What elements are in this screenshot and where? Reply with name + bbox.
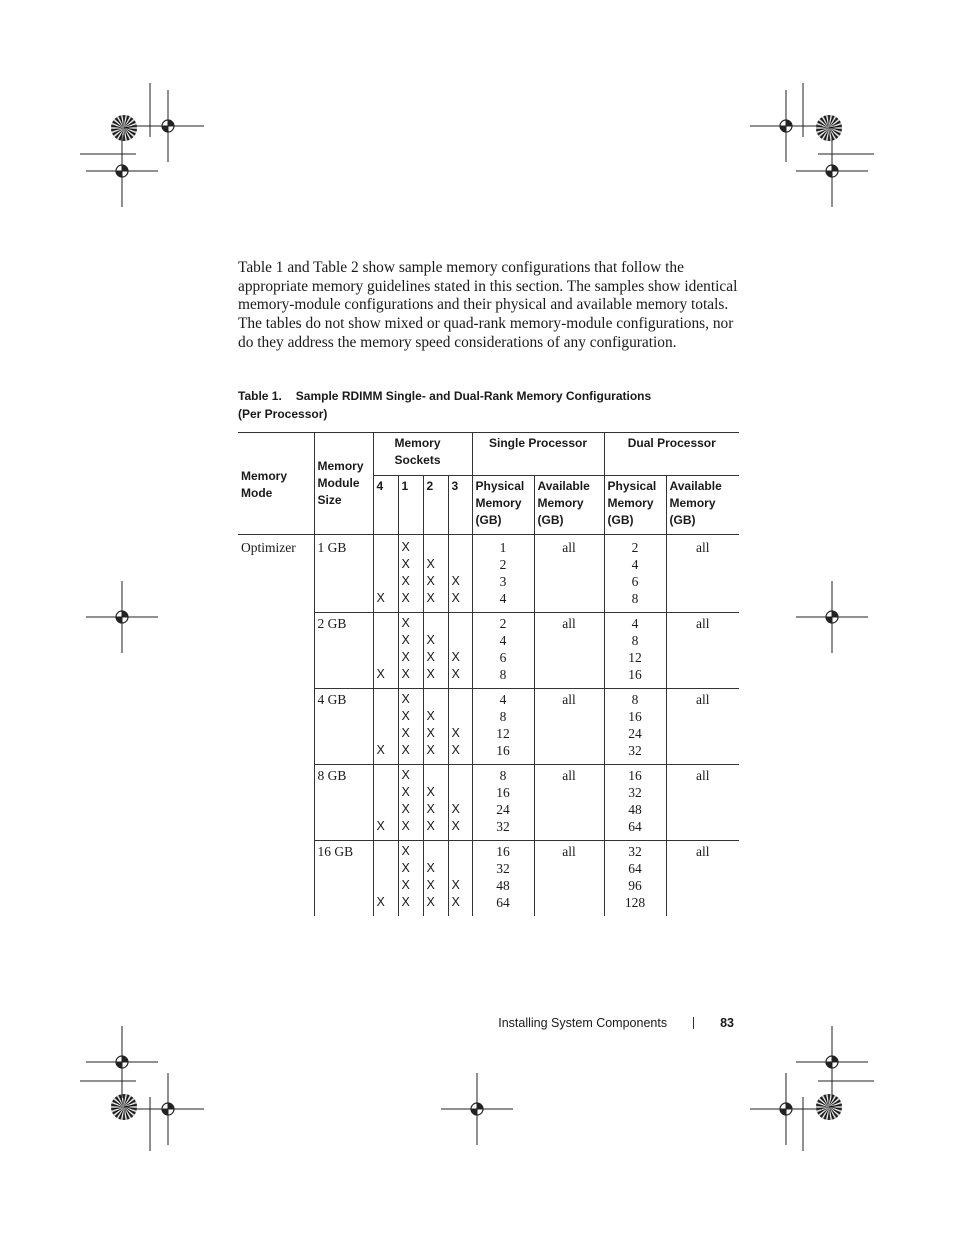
cell-single-available: all (534, 689, 604, 765)
cell-memory-mode: Optimizer (241, 540, 296, 555)
cell-line: X (451, 574, 460, 588)
cell-line (377, 649, 395, 666)
cell-line: 4 (631, 557, 639, 572)
table-row (238, 765, 739, 841)
cell-line: 48 (496, 878, 510, 893)
cell-module-size: 4 GB (314, 689, 373, 765)
crosshair-mark (796, 135, 868, 207)
cell-line: X (426, 819, 435, 833)
cell-line: 32 (628, 743, 642, 758)
cell-line: 8 (631, 633, 639, 648)
crosshair-mark (86, 581, 158, 653)
cell-line: X (401, 726, 410, 740)
cell-line: 128 (624, 895, 646, 910)
table-body (238, 535, 739, 917)
cell-line: 64 (496, 895, 510, 910)
crosshair-mark (132, 90, 204, 162)
cell-memory-mode (238, 841, 314, 917)
cell-line: 1 (499, 540, 507, 555)
cell-line (452, 615, 469, 632)
cell-line: 2 (631, 540, 639, 555)
memory-config-table (238, 432, 739, 916)
page-number: 83 (720, 1016, 734, 1030)
cell-line: X (426, 667, 435, 681)
cell-line: X (401, 650, 410, 664)
cell-single-physical (472, 841, 534, 917)
crosshair-mark (86, 1026, 158, 1098)
cell-dual-available: all (666, 689, 739, 765)
cell-line: X (401, 768, 410, 782)
header-dual-physical: Physical Memory (GB) (604, 476, 666, 535)
header-socket-1: 1 (398, 476, 423, 535)
cell-socket-4 (373, 689, 398, 765)
intro-paragraph: Table 1 and Table 2 show sample memory configurations that follow the appropriate memory guidelines stated in this section. The samples show identical memory-module configurations and their physical and available memory totals. The tables do not show mixed or quad-rank memory-module configurations, nor do they address the memory speed considerations of any configuration. (238, 259, 738, 351)
crosshair-mark (132, 1073, 204, 1145)
cell-line: 8 (631, 692, 639, 707)
crosshair-mark (796, 581, 868, 653)
cell-line: X (426, 785, 435, 799)
cell-line: 4 (499, 591, 507, 606)
star-target-mark (816, 115, 842, 141)
cell-line (377, 632, 395, 649)
crosshair-mark (750, 1073, 822, 1145)
cell-line: X (426, 895, 435, 909)
cell-line: X (451, 895, 460, 909)
star-target-mark (816, 1094, 842, 1120)
cell-line (377, 615, 395, 632)
footer-section-title: Installing System Components (498, 1016, 668, 1030)
cell-dual-physical (604, 613, 666, 689)
cell-line: X (451, 726, 460, 740)
cell-line: X (401, 557, 410, 571)
cell-dual-available: all (666, 765, 739, 841)
cell-single-available: all (534, 841, 604, 917)
star-target-mark (111, 1094, 137, 1120)
cell-line: X (426, 861, 435, 875)
cell-line (377, 691, 395, 708)
header-single-physical: Physical Memory (GB) (472, 476, 534, 535)
cell-line: X (401, 861, 410, 875)
cell-dual-available: all (666, 535, 739, 613)
cell-line: 3 (499, 574, 507, 589)
cell-line (452, 556, 469, 573)
cell-line: X (401, 633, 410, 647)
cell-memory-mode (238, 765, 314, 841)
cell-line (427, 767, 445, 784)
cell-line (452, 539, 469, 556)
table-row (238, 535, 739, 613)
caption-title: Sample RDIMM Single- and Dual-Rank Memory Configurations (295, 389, 652, 403)
cell-line: X (426, 802, 435, 816)
cell-socket-2 (423, 841, 448, 917)
cell-line (377, 573, 395, 590)
cell-line (452, 767, 469, 784)
cell-dual-available: all (666, 841, 739, 917)
cell-line: X (426, 726, 435, 740)
cell-line: X (401, 895, 410, 909)
cell-line: 16 (628, 709, 642, 724)
page-footer (498, 1016, 734, 1030)
cell-line (377, 801, 395, 818)
cell-module-size: 16 GB (314, 841, 373, 917)
header-socket-2: 2 (423, 476, 448, 535)
cell-line: X (401, 802, 410, 816)
cell-line: 8 (499, 768, 507, 783)
cell-line (452, 632, 469, 649)
cell-line: X (451, 667, 460, 681)
caption-number: Table 1. (238, 389, 282, 403)
caption-subtitle: (Per Processor) (238, 407, 328, 421)
crosshair-mark (441, 1073, 513, 1145)
crosshair-mark (750, 90, 822, 162)
table-row (238, 613, 739, 689)
cell-line: 16 (496, 743, 510, 758)
header-socket-3: 3 (448, 476, 472, 535)
cell-line: X (401, 616, 410, 630)
cell-line (377, 784, 395, 801)
header-module-size: Memory Module Size (314, 433, 373, 535)
cell-line (452, 860, 469, 877)
cell-line (427, 615, 445, 632)
cell-line: 2 (499, 557, 507, 572)
cell-single-available: all (534, 613, 604, 689)
cell-line: X (401, 878, 410, 892)
cell-line: X (426, 574, 435, 588)
cell-line: X (401, 743, 410, 757)
cell-line: X (376, 591, 385, 605)
cell-line: 12 (628, 650, 642, 665)
cell-line: X (451, 743, 460, 757)
cell-line (377, 860, 395, 877)
cell-line: X (426, 591, 435, 605)
cell-line (452, 708, 469, 725)
cell-line: 4 (499, 633, 507, 648)
cell-line (377, 843, 395, 860)
header-socket-4: 4 (373, 476, 398, 535)
cell-line: 6 (499, 650, 507, 665)
cell-socket-4 (373, 765, 398, 841)
cell-line (452, 843, 469, 860)
cell-line: 24 (496, 802, 510, 817)
cell-socket-2 (423, 765, 448, 841)
cell-socket-3 (448, 841, 472, 917)
cell-dual-available: all (666, 613, 739, 689)
cell-line: X (426, 633, 435, 647)
cell-socket-4 (373, 613, 398, 689)
cell-line: X (451, 819, 460, 833)
cell-line: X (426, 709, 435, 723)
cell-line: X (426, 743, 435, 757)
cell-line: 12 (496, 726, 510, 741)
cell-line (377, 877, 395, 894)
cell-line (377, 556, 395, 573)
cell-single-physical (472, 535, 534, 613)
cell-line: 32 (496, 819, 510, 834)
cell-single-physical (472, 765, 534, 841)
cell-line: X (401, 667, 410, 681)
cell-socket-4 (373, 841, 398, 917)
header-dual-available: Available Memory (GB) (666, 476, 739, 535)
cell-line: 64 (628, 861, 642, 876)
cell-line: X (426, 650, 435, 664)
header-single-processor: Single Processor (472, 433, 604, 476)
cell-socket-2 (423, 613, 448, 689)
cell-line: 16 (628, 667, 642, 682)
cell-module-size: 8 GB (314, 765, 373, 841)
cell-line: X (401, 709, 410, 723)
cell-line: 8 (499, 709, 507, 724)
table-caption (238, 387, 738, 423)
crosshair-mark (796, 1026, 868, 1098)
cell-dual-physical (604, 535, 666, 613)
cell-line (377, 708, 395, 725)
cell-line: 24 (628, 726, 642, 741)
cell-single-available: all (534, 765, 604, 841)
cell-line (377, 767, 395, 784)
header-dual-processor: Dual Processor (604, 433, 739, 476)
cell-socket-1 (398, 689, 423, 765)
header-single-available: Available Memory (GB) (534, 476, 604, 535)
cell-memory-mode (238, 689, 314, 765)
cell-single-physical (472, 689, 534, 765)
table-row (238, 689, 739, 765)
cell-line: X (451, 878, 460, 892)
cell-line (452, 784, 469, 801)
cell-line: X (401, 591, 410, 605)
cell-line (452, 691, 469, 708)
cell-line: 96 (628, 878, 642, 893)
cell-socket-3 (448, 689, 472, 765)
cell-line (377, 539, 395, 556)
cell-line: 8 (499, 667, 507, 682)
cell-memory-mode (238, 613, 314, 689)
cell-line: 16 (496, 844, 510, 859)
cell-line: 32 (628, 785, 642, 800)
cell-line: X (401, 574, 410, 588)
cell-line: X (426, 557, 435, 571)
cell-module-size: 1 GB (314, 535, 373, 613)
cell-socket-1 (398, 841, 423, 917)
cell-line: X (401, 785, 410, 799)
cell-module-size: 2 GB (314, 613, 373, 689)
cell-line (377, 725, 395, 742)
cell-line (427, 691, 445, 708)
cell-line: 4 (499, 692, 507, 707)
cell-line: 64 (628, 819, 642, 834)
cell-dual-physical (604, 765, 666, 841)
cell-line: X (426, 878, 435, 892)
cell-line (427, 539, 445, 556)
cell-single-available: all (534, 535, 604, 613)
cell-socket-1 (398, 613, 423, 689)
cell-socket-1 (398, 535, 423, 613)
cell-line: X (376, 743, 385, 757)
cell-line: X (401, 540, 410, 554)
cell-line: X (401, 692, 410, 706)
cell-line: X (451, 650, 460, 664)
header-memory-sockets: Memory Sockets (373, 433, 472, 476)
cell-line: 32 (628, 844, 642, 859)
cell-dual-physical (604, 689, 666, 765)
cell-line: 2 (499, 616, 507, 631)
cell-line (427, 843, 445, 860)
cell-line: X (376, 667, 385, 681)
cell-line: X (451, 802, 460, 816)
cell-line: X (401, 844, 410, 858)
cell-socket-1 (398, 765, 423, 841)
cell-line: 6 (631, 574, 639, 589)
cell-single-physical (472, 613, 534, 689)
cell-line: 4 (631, 616, 639, 631)
cell-line: 8 (631, 591, 639, 606)
cell-line: X (376, 895, 385, 909)
star-target-mark (111, 115, 137, 141)
cell-line: X (451, 591, 460, 605)
cell-line: 48 (628, 802, 642, 817)
cell-dual-physical (604, 841, 666, 917)
cell-line: 16 (496, 785, 510, 800)
crosshair-mark (86, 135, 158, 207)
cell-socket-4 (373, 535, 398, 613)
table-row (238, 841, 739, 917)
cell-line: 32 (496, 861, 510, 876)
cell-socket-3 (448, 535, 472, 613)
cell-socket-2 (423, 535, 448, 613)
footer-divider (693, 1017, 694, 1029)
cell-line: X (401, 819, 410, 833)
cell-socket-3 (448, 765, 472, 841)
cell-line: 16 (628, 768, 642, 783)
cell-line: X (376, 819, 385, 833)
cell-socket-3 (448, 613, 472, 689)
cell-socket-2 (423, 689, 448, 765)
header-memory-mode: Memory Mode (238, 433, 314, 535)
